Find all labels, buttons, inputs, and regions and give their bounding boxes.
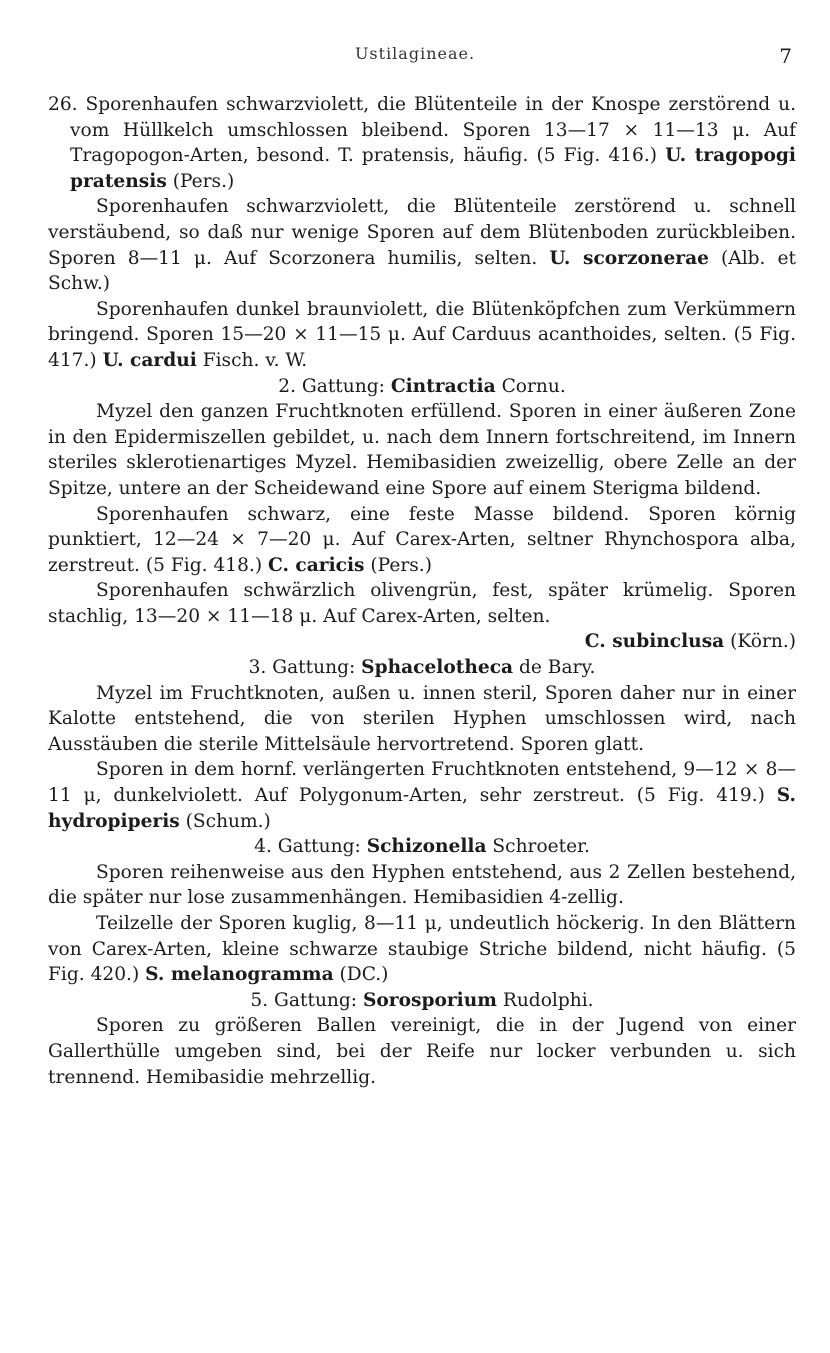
species-entry-hydropiperis: [48, 757, 796, 834]
species-name: U. tragopogi pratensis: [70, 145, 796, 192]
genus-heading-sphacelotheca: [48, 655, 796, 681]
species-author: (Pers.): [364, 554, 432, 576]
genus-author: Schroeter.: [486, 836, 590, 858]
species-author: (Pers.): [166, 170, 235, 192]
species-author: (DC.): [333, 964, 389, 986]
species-name: U. cardui: [102, 349, 197, 371]
species-entry-melanogramma: [48, 911, 796, 988]
genus-description: Sporen zu größeren Ballen vereinigt, die in der Jugend von einer Gallerthülle umgeben sind, bei der Reife nur locker verbunden u. sich trennend. Hemibasidie mehrzellig.: [48, 1015, 796, 1088]
entry-number: 26.: [48, 94, 78, 115]
genus-description: Myzel den ganzen Fruchtknoten erfüllend. Sporen in einer äußeren Zone in den Epidermiszellen gebildet, u. nach dem Innern fortschreitend, im Innern steriles sklerotienartiges Myzel. Hemibasidien zweizellig, obere Zelle an der Spitze, untere an der Scheidewand eine Spore auf einem Sterigma bildend.: [48, 401, 796, 499]
species-name: C. subinclusa: [584, 631, 725, 653]
species-entry-subinclusa: Sporenhaufen schwärzlich olivengrün, fest, später krümelig. Sporen stachlig, 13—20 × 11—18 μ. Auf Carex-Arten, selten.: [48, 580, 796, 627]
entry-text: Sporenhaufen schwarz, eine feste Masse bildend. Sporen körnig punktiert, 12—24 × 7—20 μ. Auf Carex-Arten, seltner Rhynchospora alba, zerstreut. (5 Fig. 418.): [48, 503, 796, 576]
genus-label: 3. Gattung:: [248, 657, 362, 679]
species-author: (Körn.): [724, 631, 796, 653]
entry-text: Sporenhaufen schwarzviolett, die Blütenteile in der Knospe zerstörend u. vom Hüllkelch umschlossen bleibend. Sporen 13—17 × 11—13 μ. Auf Tragopogon-Arten, besond. T. pratensis, häufig. (5 Fig. 416.): [70, 94, 796, 167]
genus-label: 5. Gattung:: [250, 989, 363, 1011]
species-name: S. hydropiperis: [48, 785, 796, 832]
species-name-line: [48, 629, 796, 655]
genus-name: Sorosporium: [362, 989, 497, 1011]
genus-heading-cintractia: [48, 374, 796, 400]
key-entry-26: [48, 92, 796, 194]
species-author: (Alb. et Schw.): [48, 247, 796, 295]
species-author: (Schum.): [179, 810, 271, 832]
page-number: 7: [779, 44, 792, 68]
genus-author: Rudolphi.: [496, 989, 594, 1011]
genus-author: de Bary.: [513, 657, 596, 679]
genus-heading-schizonella: [48, 834, 796, 860]
genus-heading-sorosporium: [48, 988, 796, 1014]
entry-text: Sporen in dem hornf. verlängerten Fruchtknoten entstehend, 9—12 × 8—11 μ, dunkelviolett. Auf Polygonum-Arten, sehr zerstreut. (5 Fig. 419.): [48, 759, 796, 807]
main-text: [48, 92, 796, 1090]
genus-label: 4. Gattung:: [254, 836, 367, 858]
page-header: [0, 44, 830, 72]
species-entry-caricis: [48, 502, 796, 579]
running-head: Ustilagineae.: [354, 44, 476, 63]
genus-description: Myzel im Fruchtknoten, außen u. innen steril, Sporen daher nur in einer Kalotte entstehend, die von sterilen Hyphen umschlossen wird, nach Ausstäuben die sterile Mittelsäule hervortretend. Sporen glatt.: [48, 682, 796, 755]
species-name: U. scorzonerae: [549, 247, 709, 269]
genus-name: Cintractia: [390, 375, 496, 397]
entry-text: Sporenhaufen schwarzviolett, die Blütenteile zerstörend u. schnell verstäubend, so daß nur wenige Sporen auf dem Blütenboden zurückbleiben. Sporen 8—11 μ. Auf Scorzonera humilis, selten.: [48, 196, 796, 269]
species-name: S. melanogramma: [145, 964, 334, 986]
genus-name: Schizonella: [366, 836, 487, 858]
genus-label: 2. Gattung:: [278, 375, 391, 397]
species-entry-cardui: [48, 297, 796, 374]
species-entry-scorzonerae: [48, 194, 796, 296]
genus-name: Sphacelotheca: [361, 657, 514, 679]
entry-text: Sporenhaufen dunkel braunviolett, die Blütenköpfchen zum Verkümmern bringend. Sporen 15—20 × 11—15 μ. Auf Carduus acanthoides, selten. (5 Fig. 417.): [48, 298, 796, 371]
genus-description: Sporen reihenweise aus den Hyphen entstehend, aus 2 Zellen bestehend, die später nur lose zusammenhängen. Hemibasidien 4-zellig.: [48, 861, 796, 909]
entry-text: Teilzelle der Sporen kuglig, 8—11 μ, undeutlich höckerig. In den Blättern von Carex-Arten, kleine schwarze staubige Striche bildend, nicht häufig. (5 Fig. 420.): [48, 913, 796, 986]
genus-author: Cornu.: [495, 375, 566, 397]
species-name: C. caricis: [268, 554, 365, 576]
species-author: Fisch. v. W.: [196, 349, 308, 371]
